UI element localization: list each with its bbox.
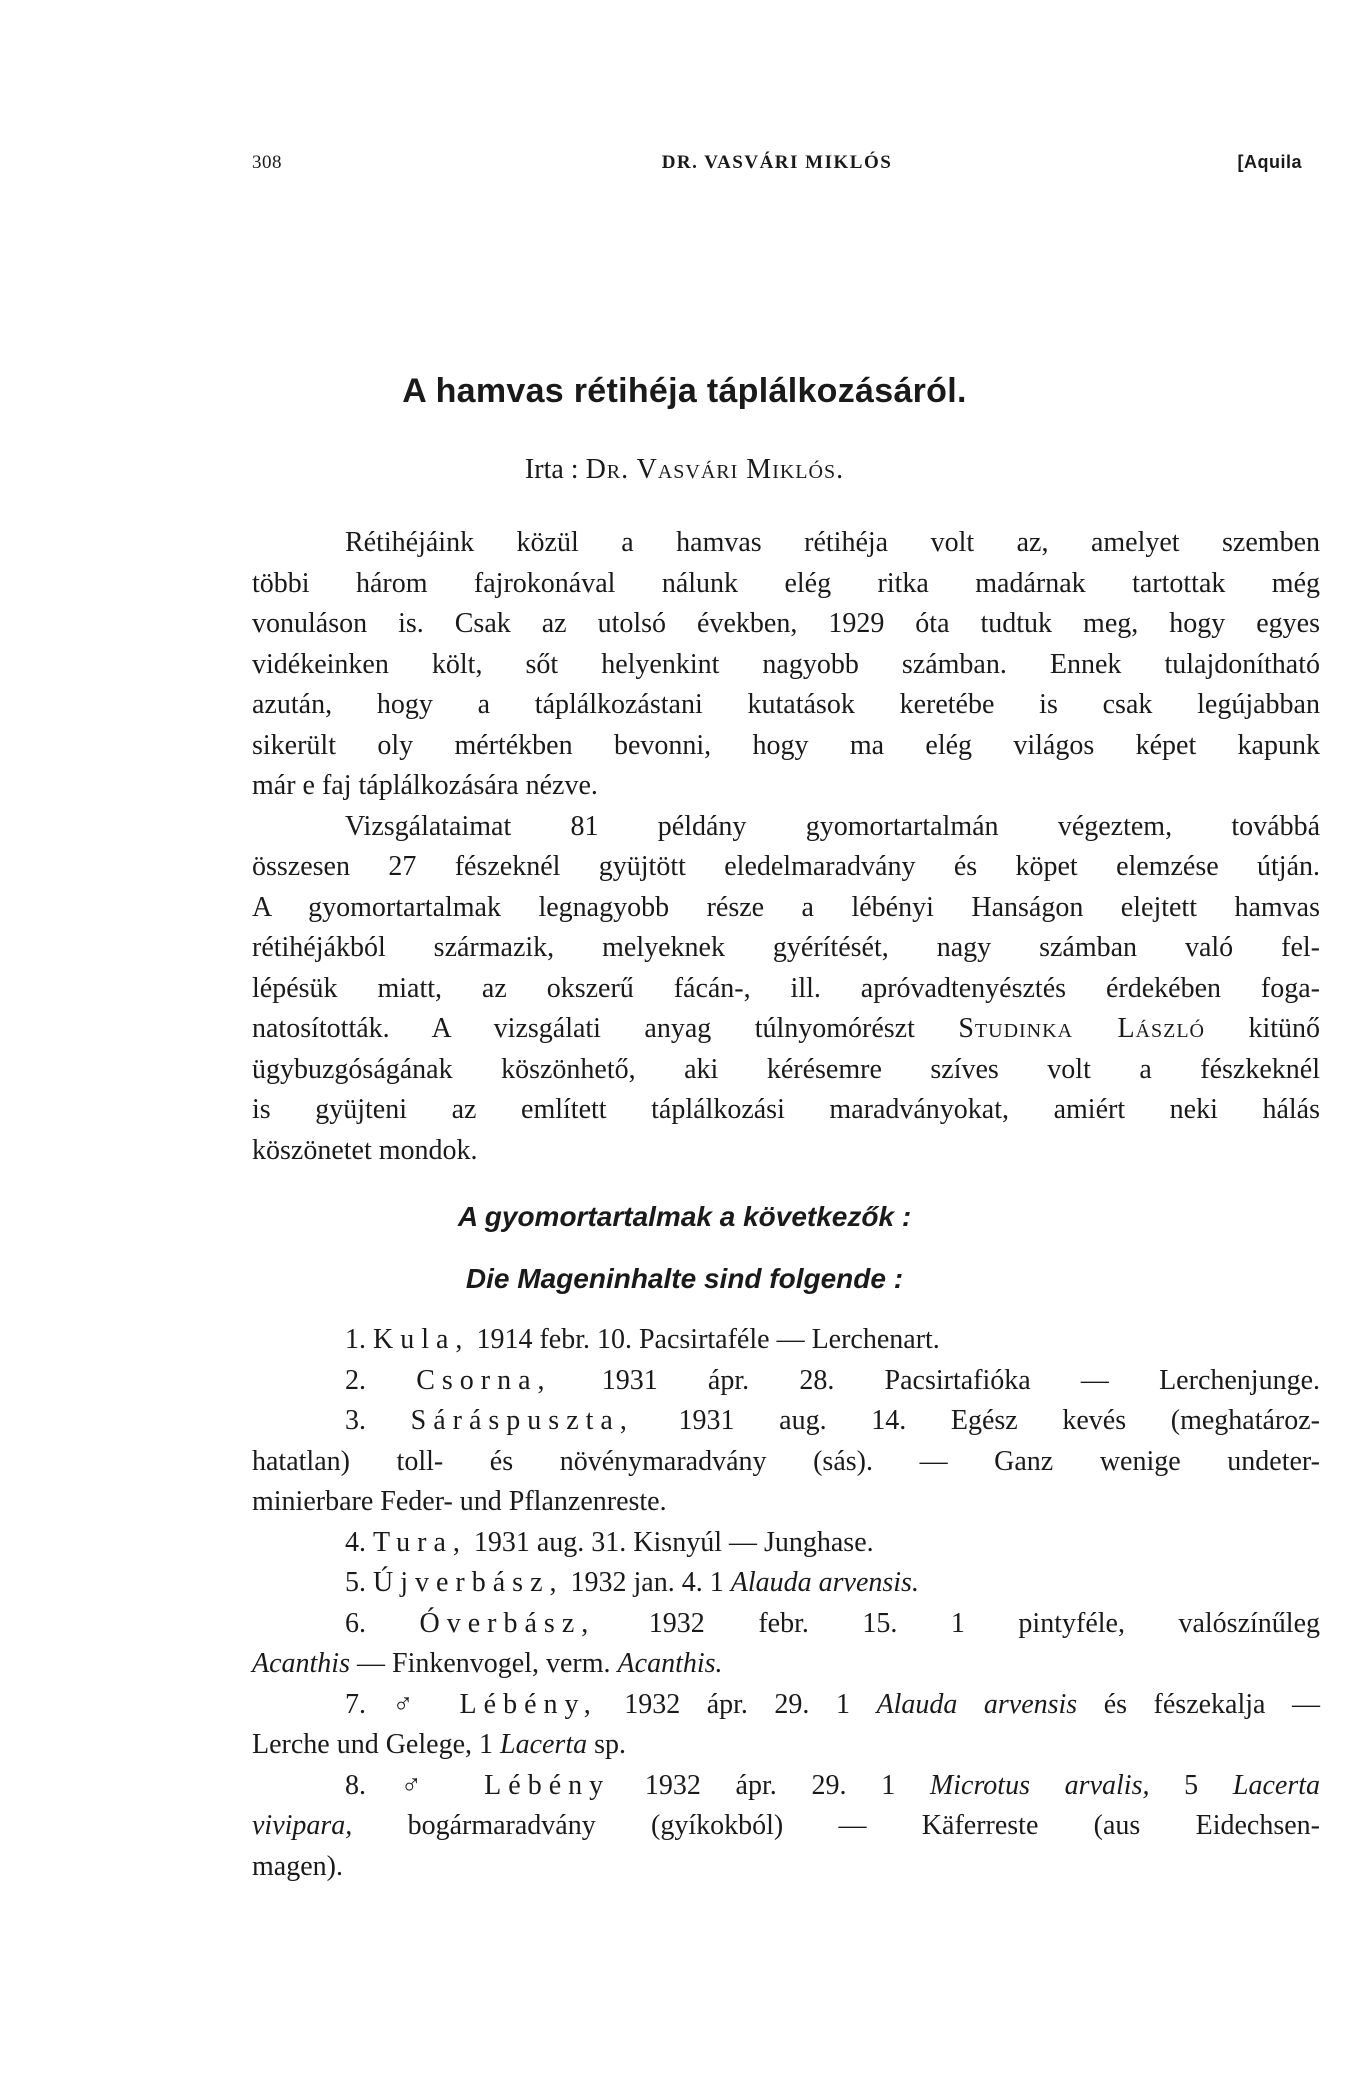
paragraph-line: natosították. A vizsgálati anyag túlnyomórészt Studinka László kitünő <box>252 1013 1321 1044</box>
male-symbol-icon: ♂ <box>400 1769 450 1801</box>
list-item: 2. Csorna, 1931 ápr. 28. Pacsirtafióka — Lerchenjunge. <box>345 1364 1321 1396</box>
list-item: 7. ♂ Lébény, 1932 ápr. 29. 1 Alauda arvensis és fészekalja — <box>345 1688 1320 1720</box>
list-item-continuation: vivipara, bogármaradvány (gyíkokból) — Käferreste (aus Eidechsen- <box>252 1810 1320 1841</box>
species-name: Lacerta <box>1232 1769 1321 1801</box>
list-item-continuation: hatatlan) toll- és növénymaradvány (sás). — Ganz wenige undeter- <box>252 1445 1320 1477</box>
paragraph-line: rétihéjákból származik, melyeknek gyérítését, nagy számban való fel- <box>252 932 1320 963</box>
paragraph-line: összesen 27 fészeknél gyüjtött eledelmaradvány és köpet elemzése útján. <box>252 851 1320 882</box>
list-item-continuation: magen). <box>252 1850 343 1882</box>
byline-author: Dr. Vasvári Miklós. <box>585 454 845 485</box>
list-item-continuation: Acanthis — Finkenvogel, verm. Acanthis. <box>252 1648 723 1679</box>
paragraph-line: sikerült oly mértékben bevonni, hogy ma elég világos képet kapunk <box>252 729 1320 761</box>
article-body <box>252 523 1320 1171</box>
list-item-continuation: Lerche und Gelege, 1 Lacerta sp. <box>252 1729 627 1760</box>
list-item: 5. Újverbász, 1932 jan. 4. 1 Alauda arvensis. <box>345 1567 919 1598</box>
article-title: A hamvas rétihéja táplálkozásáról. <box>402 372 967 410</box>
paragraph-line: lépésük miatt, az okszerű fácán-, ill. apróvadtenyésztés érdekében foga- <box>252 972 1320 1004</box>
running-header <box>252 152 1302 182</box>
male-symbol-icon: ♂ <box>392 1688 434 1720</box>
list-item: 8. ♂ Lébény 1932 ápr. 29. 1 Microtus arvalis, 5 Lacerta <box>345 1769 1321 1801</box>
paragraph-line: már e faj táplálkozására nézve. <box>252 770 598 801</box>
paragraph-line: vonuláson is. Csak az utolsó években, 1929 óta tudtuk meg, hogy egyes <box>252 608 1320 639</box>
list-item-continuation: minierbare Feder- und Pflanzenreste. <box>252 1486 667 1517</box>
place-name: Sáráspuszta, <box>410 1405 634 1436</box>
section-heading-hu: A gyomortartalmak a következők : <box>457 1201 912 1232</box>
paragraph-line: Vizsgálataimat 81 példány gyomortartalmán végeztem, továbbá <box>345 810 1320 842</box>
journal-name: [Aquila <box>1237 152 1302 172</box>
species-name: Alauda arvensis <box>876 1688 1078 1720</box>
byline <box>0 454 1369 486</box>
paragraph-line: azután, hogy a táplálkozástani kutatások keretébe is csak legújabban <box>252 689 1320 720</box>
place-name: Óverbász, <box>419 1607 596 1639</box>
species-name: Lacerta <box>500 1729 588 1760</box>
page-number: 308 <box>252 152 282 173</box>
list-item: 4. Tura, 1931 aug. 31. Kisnyúl — Junghase. <box>345 1526 874 1558</box>
place-name: Lébény, <box>459 1688 598 1720</box>
species-name: vivipara, <box>252 1810 353 1841</box>
species-name: Acanthis <box>252 1648 350 1679</box>
place-name: Kula, <box>373 1324 470 1355</box>
list-item: 3. Sáráspuszta, 1931 aug. 14. Egész kevés (meghatároz- <box>345 1405 1321 1436</box>
species-name: Alauda arvensis. <box>730 1567 919 1598</box>
paragraph-line: A gyomortartalmak legnagyobb része a lébényi Hanságon elejtett hamvas <box>252 891 1320 923</box>
place-name: Újverbász, <box>373 1567 564 1598</box>
paragraph-line: ügybuzgóságának köszönhető, aki kérésemre szíves volt a fészkeknél <box>252 1053 1320 1085</box>
list-item: 1. Kula, 1914 febr. 10. Pacsirtaféle — Lerchenart. <box>345 1324 940 1355</box>
section-heading-de: Die Mageninhalte sind folgende : <box>465 1263 904 1294</box>
header-author: DR. VASVÁRI MIKLÓS <box>661 152 893 173</box>
species-name: Acanthis. <box>617 1648 723 1679</box>
place-name: Tura, <box>373 1526 467 1558</box>
byline-prefix: Irta : <box>524 454 579 485</box>
paragraph-line: is gyüjteni az említett táplálkozási maradványokat, amiért neki hálás <box>252 1094 1320 1125</box>
paragraph-line: vidékeinken költ, sőt helyenkint nagyobb számban. Ennek tulajdonítható <box>252 648 1320 680</box>
place-name: Lébény <box>484 1769 611 1801</box>
paragraph-line: Rétihéjáink közül a hamvas rétihéja volt az, amelyet szemben <box>345 527 1320 558</box>
stomach-contents-list <box>252 1320 1320 1887</box>
person-name: Studinka László <box>958 1013 1205 1044</box>
paragraph-line: köszönetet mondok. <box>252 1134 478 1166</box>
list-item: 6. Óverbász, 1932 febr. 15. 1 pintyféle, valószínűleg <box>345 1607 1320 1639</box>
place-name: Csorna, <box>416 1364 552 1396</box>
species-name: Microtus arvalis, <box>929 1769 1150 1801</box>
paragraph-line: többi három fajrokonával nálunk elég ritka madárnak tartottak még <box>252 567 1320 599</box>
